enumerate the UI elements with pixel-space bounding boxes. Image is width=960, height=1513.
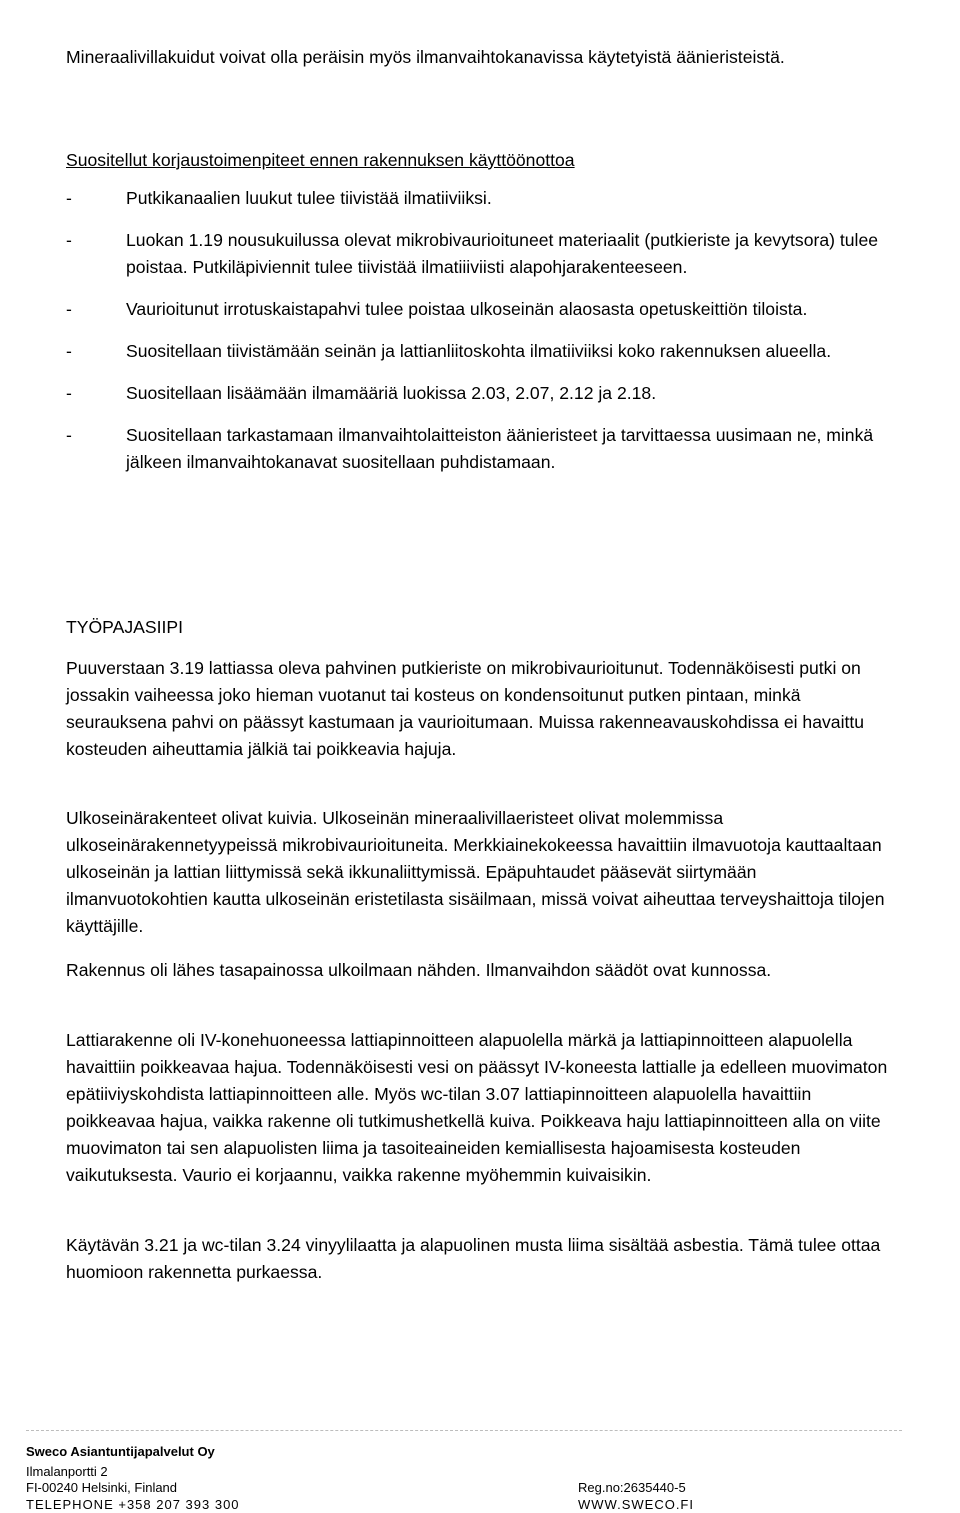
footer-reg: Reg.no:2635440-5 [578, 1480, 686, 1495]
list-item: - Luokan 1.19 nousukuilussa olevat mikrobivaurioituneet materiaalit (putkieriste ja kevytsora) tulee poistaa. Putkiläpiviennit tulee tiivistää ilmatiiiviisti alapohjarakenteeseen. [66, 230, 879, 277]
footer-city: FI-00240 Helsinki, Finland [26, 1480, 178, 1495]
list-item: - Putkikanaalien luukut tulee tiivistää ilmatiiviiksi. [66, 188, 492, 208]
footer-street: Ilmalanportti 2 [26, 1464, 108, 1479]
footer-web: WWW.SWECO.FI [578, 1497, 694, 1512]
list-item: - Vaurioitunut irrotuskaistapahvi tulee poistaa ulkoseinän alaosasta opetuskeittiön tiloista. [66, 299, 808, 319]
body-paragraph: Käytävän 3.21 ja wc-tilan 3.24 vinyylilaatta ja alapuolinen musta liima sisältää asbestia. Tämä tulee ottaa huomioon rakennetta purkaessa. [66, 1235, 881, 1282]
recommendations-heading: Suositellut korjaustoimenpiteet ennen rakennuksen käyttöönottoa [66, 150, 575, 170]
footer-phone: TELEPHONE +358 207 393 300 [26, 1497, 240, 1512]
section-title: TYÖPAJASIIPI [66, 617, 183, 637]
body-paragraph: Rakennus oli lähes tasapainossa ulkoilmaan nähden. Ilmanvaihdon säädöt ovat kunnossa. [66, 960, 772, 980]
body-paragraph: Lattiarakenne oli IV-konehuoneessa lattiapinnoitteen alapuolella märkä ja lattiapinnoitteen alapuolella havaittiin poikkeavaa hajua. Todennäköisesti vesi on päässyt IV-koneesta lattialle ja edelleen muovimaton epätiiviyskohdista lattiapinnoitteen alle. Myös wc-tilan 3.07 lattiapinnoitteen alapuolella havaittiin poikkeavaa hajua, vaikka rakenne oli tutkimushetkellä kuiva. Poikkeava haju lattiapinnoitteen alla on viite muovimaton tai sen alapuolisten liima ja tasoiteaineiden kemiallisesta hajoamisesta kosteuden vaikutuksesta. Vaurio ei korjaannu, vaikka rakenne myöhemmin kuivaisikin. [66, 1030, 888, 1185]
footer-divider [26, 1430, 902, 1431]
list-item: - Suositellaan lisäämään ilmamääriä luokissa 2.03, 2.07, 2.12 ja 2.18. [66, 383, 657, 403]
intro-paragraph: Mineraalivillakuidut voivat olla peräisin myös ilmanvaihtokanavissa käytetyistä äänieristeistä. [66, 47, 785, 67]
body-paragraph: Puuverstaan 3.19 lattiassa oleva pahvinen putkieriste on mikrobivaurioitunut. Todennäköisesti putki on jossakin vaiheessa joko hieman vuotanut tai kosteus on kondensoitunut putken pintaan, minkä seurauksena pahvi on päässyt kastumaan ja vaurioitumaan. Muissa rakenneavauskohdissa ei havaittu kosteuden aiheuttamia jälkiä tai poikkeavia hajuja. [66, 658, 865, 759]
recommendations-list [66, 185, 902, 491]
list-item: - Suositellaan tiivistämään seinän ja lattianliitoskohta ilmatiiviiksi koko rakennuksen alueella. [66, 341, 832, 361]
body-paragraph: Ulkoseinärakenteet olivat kuivia. Ulkoseinän mineraalivillaeristeet olivat molemmissa ulkoseinärakennetyypeissä mikrobivaurioituneita. Merkkiainekokeessa havaittiin ilmavuotoja kauttaaltaan ulkoseinän ja lattian liittymissä sekä ikkunaliittymissä. Epäpuhtaudet pääsevät siirtymään ilmanvuotokohtien kautta ulkoseinän eristetilasta sisäilmaan, missä voivat aiheuttaa terveyshaittoja tilojen käyttäjille. [66, 808, 885, 936]
footer-company: Sweco Asiantuntijapalvelut Oy [26, 1444, 215, 1459]
list-item: - Suositellaan tarkastamaan ilmanvaihtolaitteiston äänieristeet ja tarvittaessa uusimaan ne, minkä jälkeen ilmanvaihtokanavat suositellaan puhdistamaan. [66, 425, 874, 472]
